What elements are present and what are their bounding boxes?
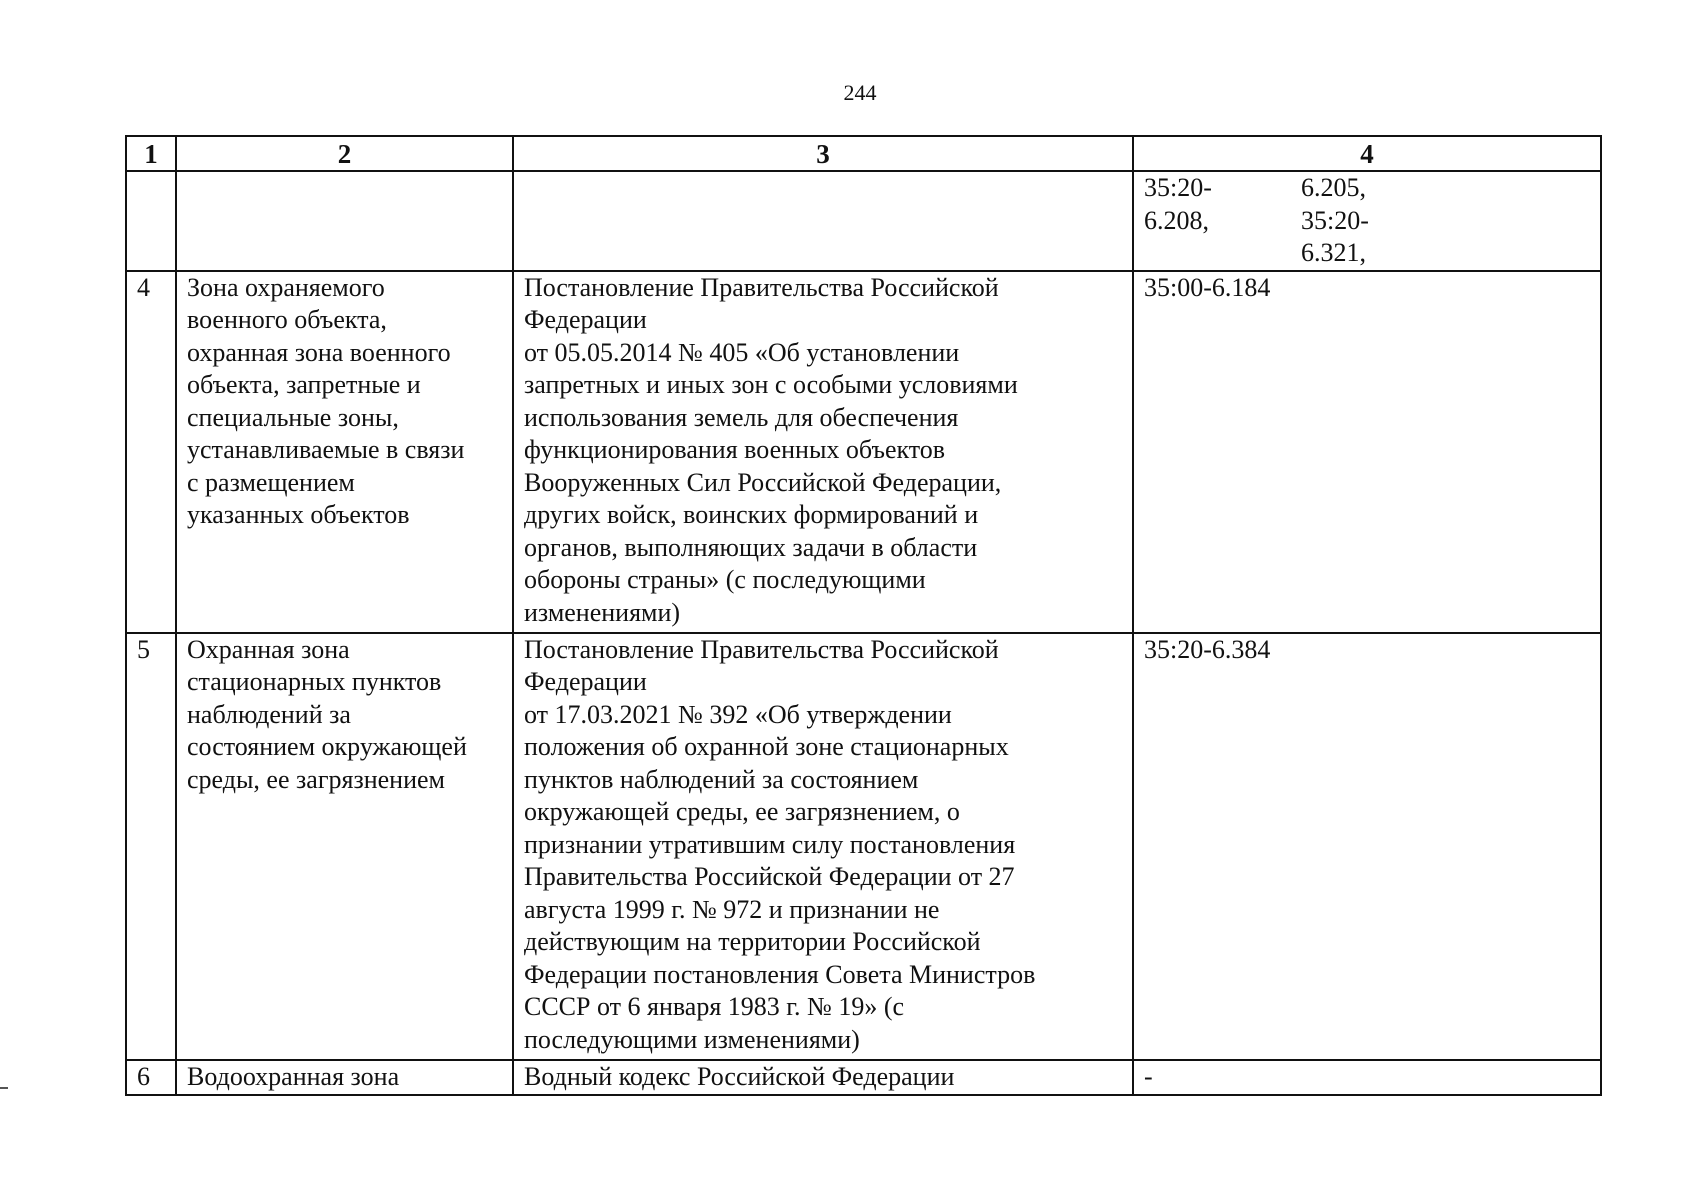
row-number-cell: 4 bbox=[126, 271, 176, 633]
row-number-cell: 5 bbox=[126, 633, 176, 1060]
registry-number-cell: - bbox=[1133, 1060, 1601, 1095]
page-number: 244 bbox=[843, 80, 877, 105]
table-row bbox=[126, 171, 1601, 271]
legal-document-cell: Водный кодекс Российской Федерации bbox=[513, 1060, 1133, 1095]
table-row bbox=[126, 633, 1601, 1060]
zone-name-cell: Охранная зона стационарных пунктов наблюдений за состоянием окружающей среды, ее загрязнением bbox=[176, 633, 513, 1060]
row-number-cell: 6 bbox=[126, 1060, 176, 1095]
row-number-cell bbox=[126, 171, 176, 271]
registry-line: 6.208, 35:20- bbox=[1144, 205, 1369, 235]
column-header-3: 3 bbox=[513, 136, 1133, 171]
table-row bbox=[126, 271, 1601, 633]
registry-line: 6.321, bbox=[1301, 238, 1366, 267]
registry-line: 35:20- 6.205, bbox=[1144, 173, 1366, 202]
table-row bbox=[126, 1060, 1601, 1095]
legal-document-cell: Постановление Правительства Российской Федерации от 17.03.2021 № 392 «Об утверждении положения об охранной зоне стационарных пунктов наблюдений за состоянием окружающей среды, ее загрязнением, о признании утратившим силу постановления Правительства Российской Федерации от 27 августа 1999 г. № 972 и признании не действующим на территории Российской Федерации постановления Совета Министров СССР от 6 января 1983 г. № 19» (с последующими изменениями) bbox=[513, 633, 1133, 1060]
zone-name-cell: Зона охраняемого военного объекта, охранная зона военного объекта, запретные и специальные зоны, устанавливаемые в связи с размещением указанных объектов bbox=[176, 271, 513, 633]
registry-number-cell: 35:00-6.184 bbox=[1133, 271, 1601, 633]
margin-mark bbox=[0, 1087, 8, 1089]
column-header-4: 4 bbox=[1133, 136, 1601, 171]
table-header-row bbox=[126, 136, 1601, 171]
legal-document-cell bbox=[513, 171, 1133, 271]
zone-name-cell: Водоохранная зона bbox=[176, 1060, 513, 1095]
column-header-1: 1 bbox=[126, 136, 176, 171]
zones-table bbox=[125, 135, 1602, 1096]
legal-document-cell: Постановление Правительства Российской Федерации от 05.05.2014 № 405 «Об установлении запретных и иных зон с особыми условиями использования земель для обеспечения функционирования военных объектов Вооруженных Сил Российской Федерации, других войск, воинских формирований и органов, выполняющих задачи в области обороны страны» (с последующими изменениями) bbox=[513, 271, 1133, 633]
zone-name-cell bbox=[176, 171, 513, 271]
column-header-2: 2 bbox=[176, 136, 513, 171]
registry-number-cell bbox=[1133, 171, 1601, 271]
registry-number-cell: 35:20-6.384 bbox=[1133, 633, 1601, 1060]
